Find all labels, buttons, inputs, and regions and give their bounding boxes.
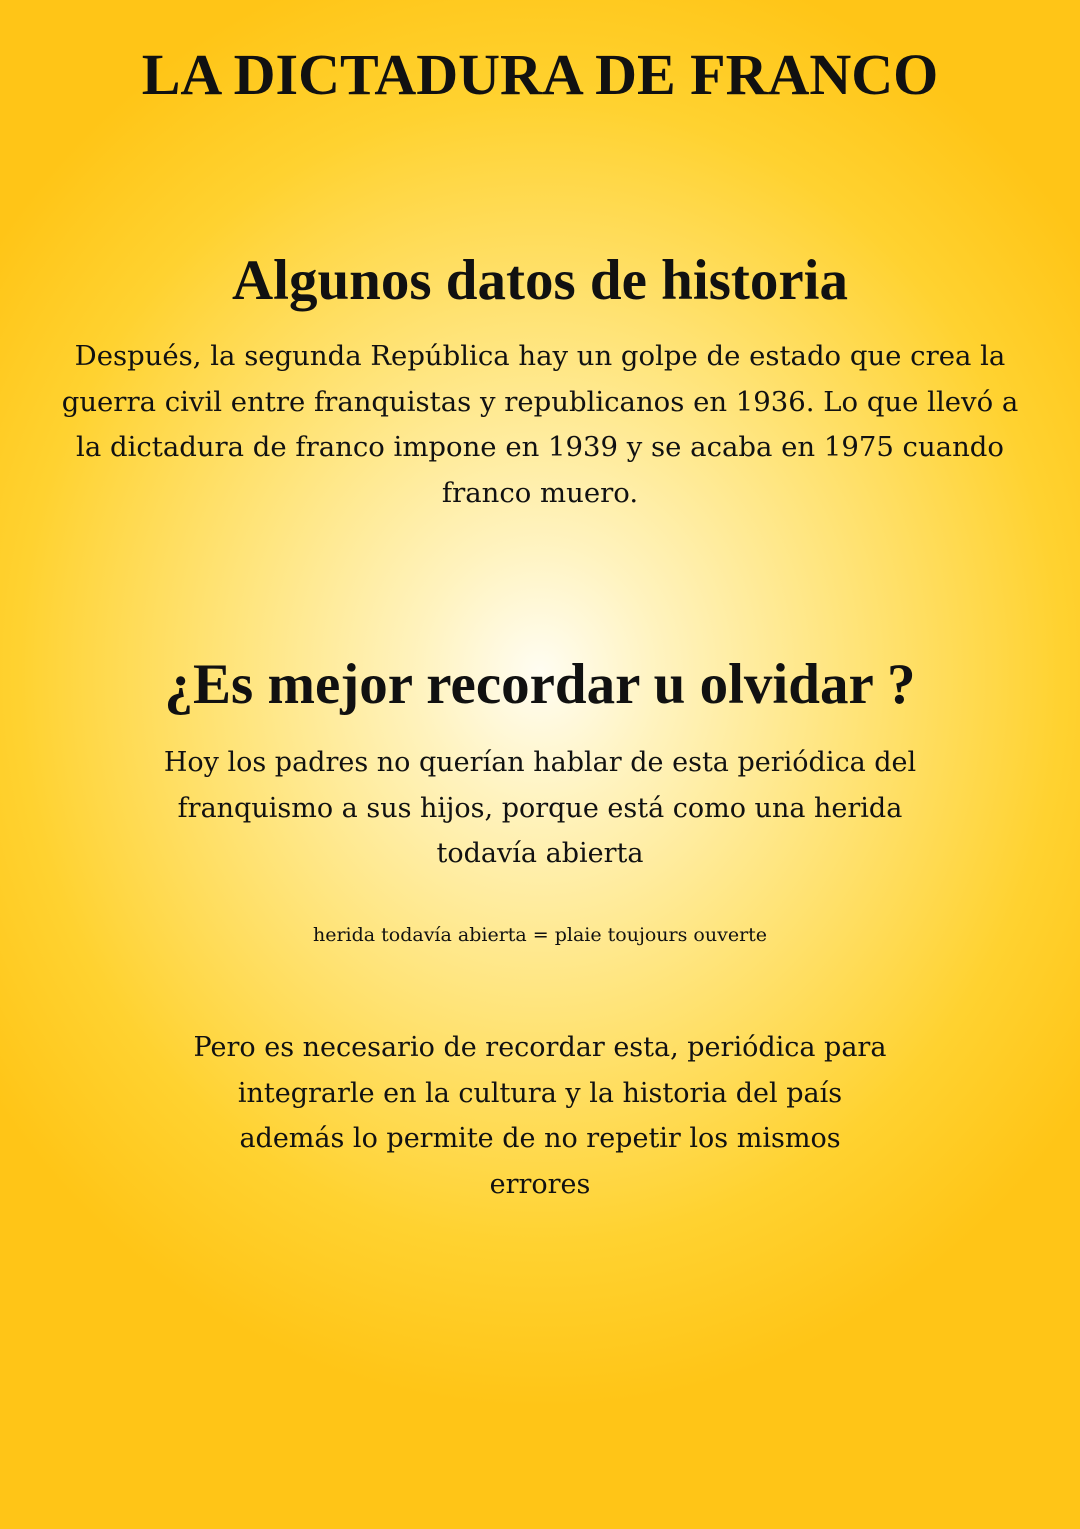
question-heading: ¿Es mejor recordar u olvidar ?: [164, 653, 916, 716]
page-title: LA DICTADURA DE FRANCO: [141, 42, 939, 107]
translation-note: herida todavía abierta = plaie toujours ouverte: [312, 924, 768, 946]
remember-paragraph: Pero es necesario de recordar esta, periódica para integrarle en la cultura y la historia del país además lo permite de no repetir los mismos errores: [193, 1032, 887, 1200]
parents-paragraph: Hoy los padres no querían hablar de esta periódica del franquismo a sus hijos, porque está como una herida todavía abierta: [163, 747, 917, 869]
history-heading: Algunos datos de historia: [231, 249, 849, 312]
history-paragraph: Después, la segunda República hay un golpe de estado que crea la guerra civil entre franquistas y republicanos en 1936. Lo que llevó a la dictadura de franco impone en 1939 y se acaba en 1975 cuando franco muero.: [61, 340, 1019, 509]
